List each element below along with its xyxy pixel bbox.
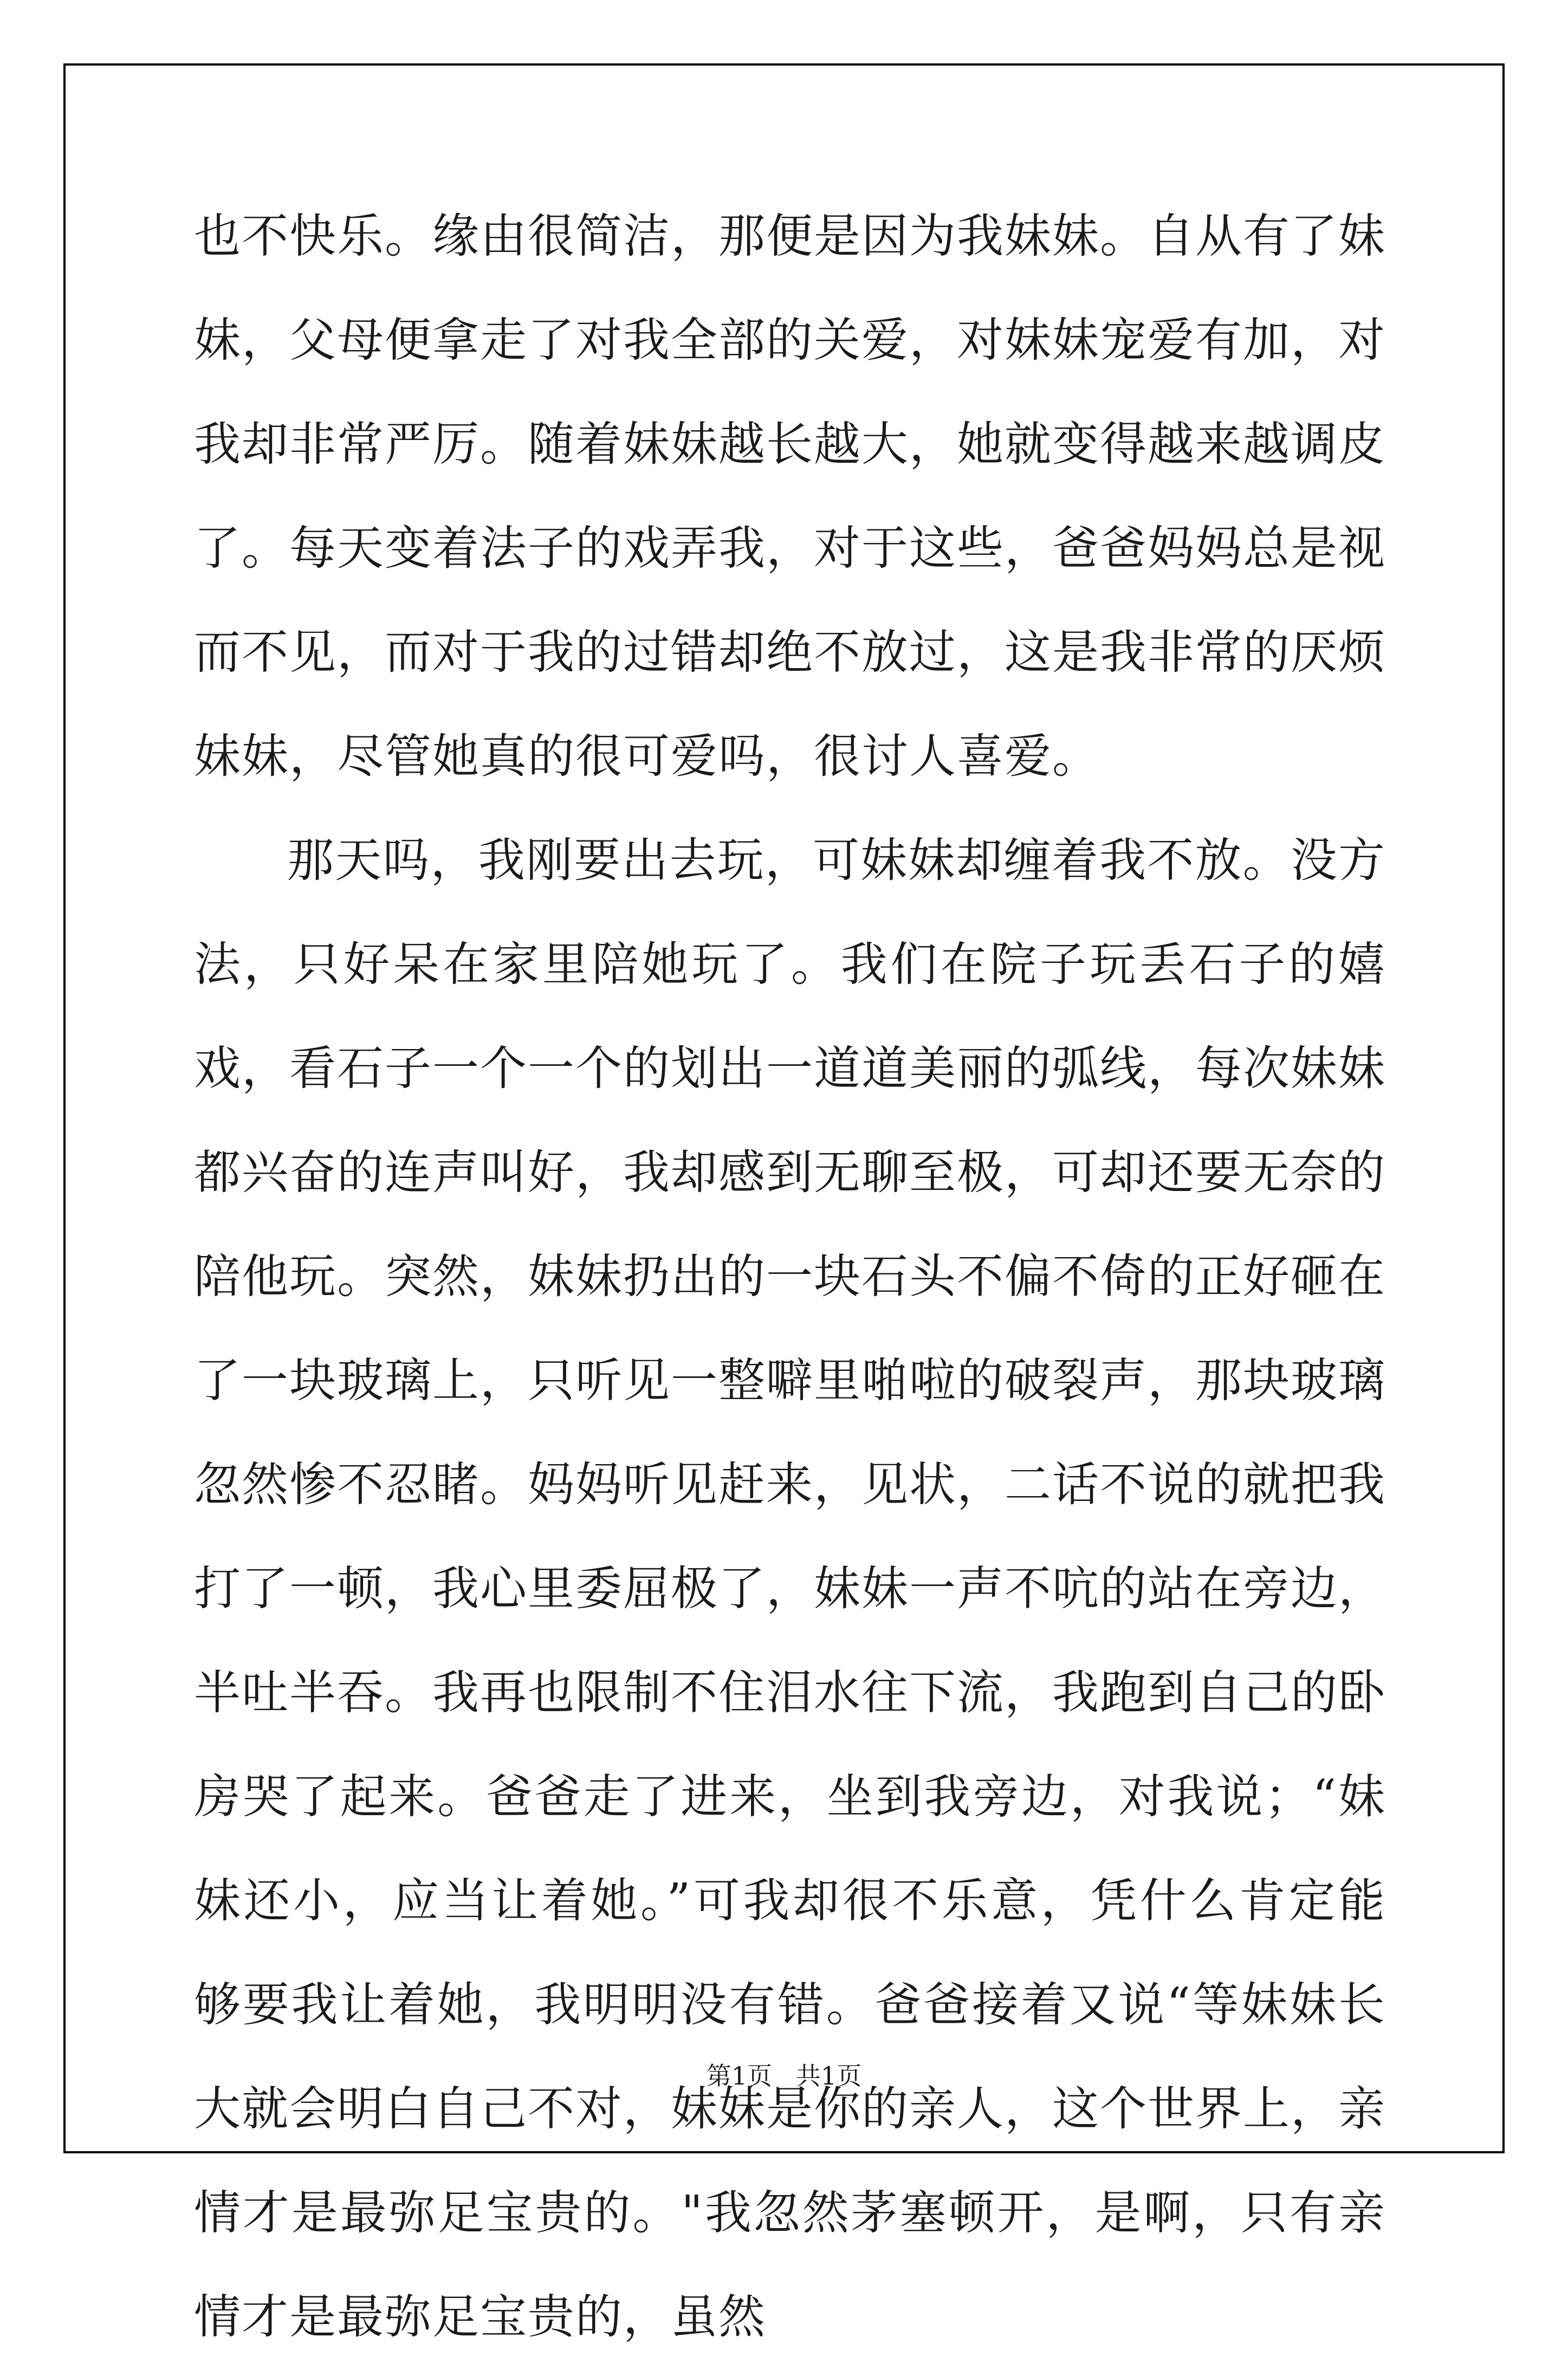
paragraph-1: 也不快乐。缘由很简洁，那便是因为我妹妹。自从有了妹妹，父母便拿走了对我全部的关爱，对妹妹宠爱有加，对我却非常严厉。随着妹妹越长越大，她就变得越来越调皮了。每天变着法子的戏弄我，对于这些，爸爸妈妈总是视而不见，而对于我的过错却绝不放过，这是我非常的厌烦妹妹，尽管她真的很可爱吗，很讨人喜爱。 — [194, 209, 1386, 784]
document-body — [194, 184, 1386, 2369]
page-footer: 第1页 共1页 — [706, 2061, 862, 2090]
paragraph-2: 那天吗，我刚要出去玩，可妹妹却缠着我不放。没方法，只好呆在家里陪她玩了。我们在院子玩丢石子的嬉戏，看石子一个一个的划出一道道美丽的弧线，每次妹妹都兴奋的连声叫好，我却感到无聊至极，可却还要无奈的陪他玩。突然，妹妹扔出的一块石头不偏不倚的正好砸在了一块玻璃上，只听见一整噼里啪啦的破裂声，那块玻璃忽然惨不忍睹。妈妈听见赶来，见状，二话不说的就把我打了一顿，我心里委屈极了，妹妹一声不吭的站在旁边，半吐半吞。我再也限制不住泪水往下流，我跑到自己的卧房哭了起来。爸爸走了进来，坐到我旁边，对我说；“妹妹还小，应当让着她。”可我却很不乐意，凭什么肯定能够要我让着她，我明明没有错。爸爸接着又说“等妹妹长大就会明白自己不对，妹妹是你的亲人，这个世界上，亲情才是最弥足宝贵的。"我忽然茅塞顿开，是啊，只有亲情才是最弥足宝贵的，虽然 — [194, 833, 1386, 2344]
